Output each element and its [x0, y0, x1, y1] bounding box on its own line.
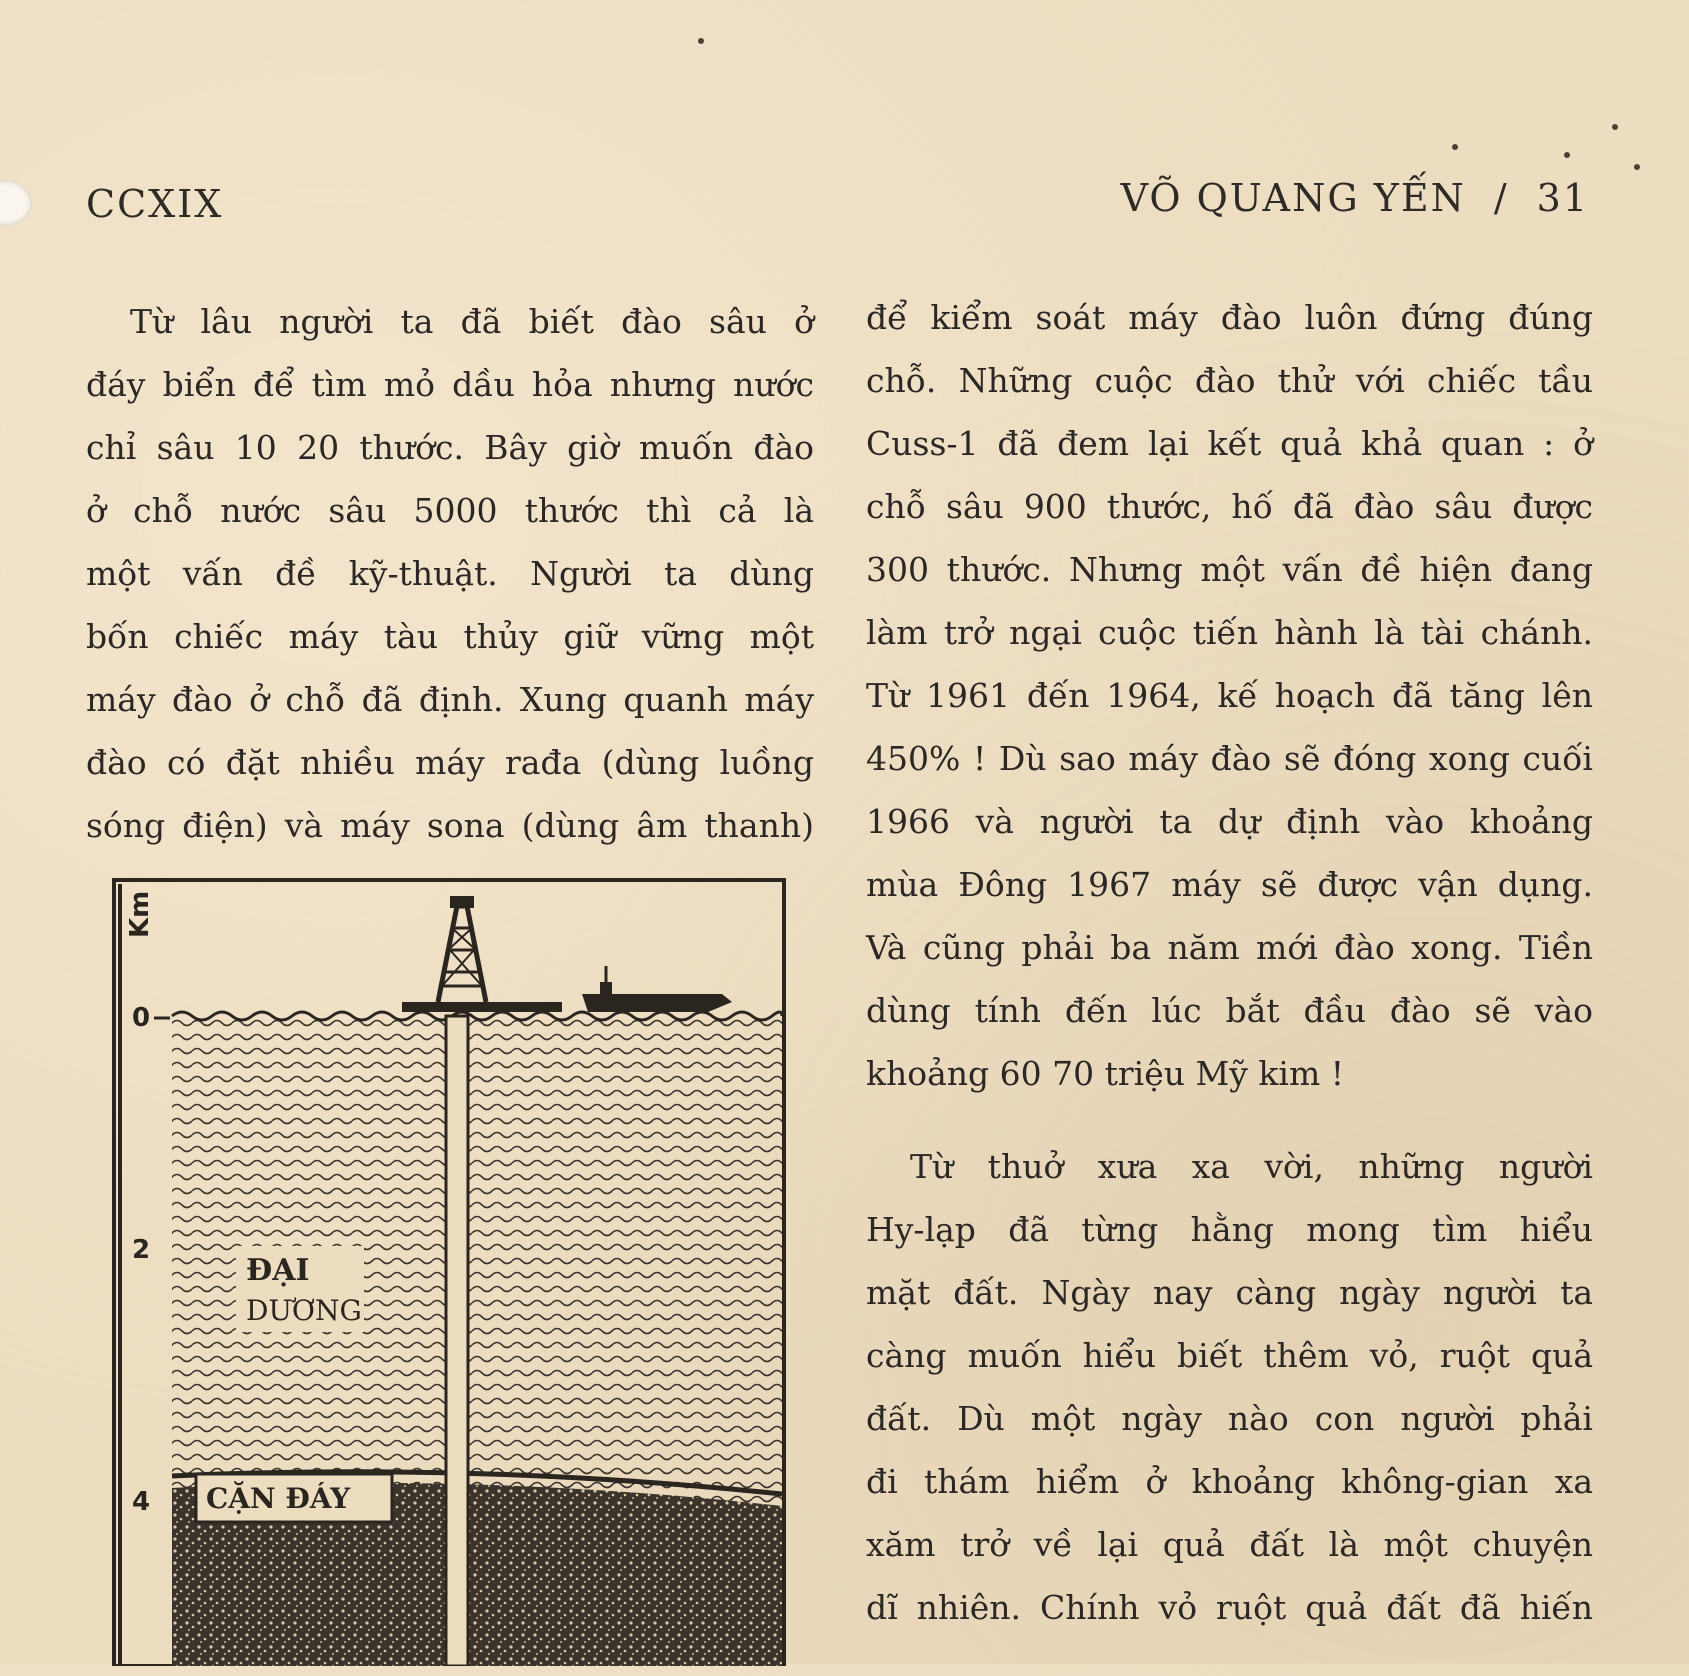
text-line: 1966 và người ta dự định vào khoảng	[866, 802, 1593, 841]
author-name: VÕ QUANG YẾN	[1120, 176, 1466, 220]
text-line: Từ thuở xưa xa vời, những người	[910, 1147, 1593, 1186]
text-line: chỗ. Những cuộc đào thử với chiếc tầu	[866, 361, 1593, 400]
running-header-right	[1121, 176, 1589, 220]
text-line: đào có đặt nhiều máy rađa (dùng luồng	[86, 743, 814, 782]
seabed-label	[196, 1474, 392, 1522]
text-line: xăm trở về lại quả đất là một chuyện	[866, 1525, 1593, 1564]
text-line: càng muốn hiểu biết thêm vỏ, ruột quả	[866, 1336, 1593, 1375]
text-line: đất. Dù một ngày nào con người phải	[866, 1399, 1593, 1438]
text-line: dùng tính đến lúc bắt đầu đào sẽ vào	[866, 991, 1593, 1030]
text-line: dĩ nhiên. Chính vỏ ruột quả đất đã hiến	[866, 1588, 1593, 1627]
speck	[1564, 152, 1570, 158]
depth-axis	[120, 884, 170, 1666]
ship-icon	[582, 966, 732, 1012]
running-header-left: CCXIX	[86, 182, 224, 226]
text-line: máy đào ở chỗ đã định. Xung quanh máy	[86, 680, 814, 719]
text-line: Và cũng phải ba năm mới đào xong. Tiền	[866, 928, 1593, 967]
speck	[698, 38, 704, 44]
drilling-diagram	[112, 876, 788, 1676]
text-line: mặt đất. Ngày nay càng ngày người ta	[866, 1273, 1593, 1312]
text-line: đáy biển để tìm mỏ dầu hỏa nhưng nước	[86, 365, 814, 404]
speck	[1634, 164, 1640, 170]
drilling-rig-icon	[402, 896, 562, 1012]
ocean-label-line1: ĐẠI	[246, 1253, 310, 1288]
tick-label: 2	[132, 1235, 151, 1265]
right-column	[866, 286, 1593, 1639]
text-line: chỗ sâu 900 thước, hố đã đào sâu được	[866, 487, 1593, 526]
text-line: mùa Đông 1967 máy sẽ được vận dụng.	[866, 865, 1593, 904]
text-line: chỉ sâu 10 20 thước. Bây giờ muốn đào	[86, 428, 814, 467]
text-line: bốn chiếc máy tàu thủy giữ vững một	[86, 617, 814, 656]
text-line: Hy-lạp đã từng hằng mong tìm hiểu	[866, 1210, 1593, 1249]
header-separator: /	[1493, 176, 1509, 220]
tick-label: 0	[132, 1003, 151, 1033]
speck	[1452, 144, 1458, 150]
paragraph-gap	[866, 1105, 1593, 1135]
left-column	[86, 290, 814, 857]
punch-hole	[0, 180, 32, 226]
text-line: khoảng 60 70 triệu Mỹ kim !	[866, 1054, 1345, 1093]
text-line: để kiểm soát máy đào luôn đứng đúng	[866, 298, 1593, 337]
ocean-label	[236, 1246, 364, 1332]
borehole	[446, 1016, 468, 1666]
text-line: làm trở ngại cuộc tiến hành là tài chánh.	[866, 613, 1593, 652]
text-line: sóng điện) và máy sona (dùng âm thanh)	[86, 806, 814, 845]
text-line: Từ 1961 đến 1964, kế hoạch đã tăng lên	[866, 676, 1593, 715]
text-line: Cuss-1 đã đem lại kết quả khả quan : ở	[866, 424, 1593, 463]
tick-label: 4	[132, 1487, 151, 1517]
speck	[1612, 124, 1618, 130]
ocean-label-line2: DƯƠNG	[246, 1294, 362, 1327]
seabed-label-text: CẶN ĐÁY	[206, 1482, 351, 1515]
text-line: ở chỗ nước sâu 5000 thước thì cả là	[86, 491, 814, 530]
text-line: 300 thước. Nhưng một vấn đề hiện đang	[866, 550, 1593, 589]
text-line: Từ lâu người ta đã biết đào sâu ở	[130, 302, 814, 341]
page-number: 31	[1536, 176, 1589, 220]
text-line: đi thám hiểm ở khoảng không-gian xa	[866, 1462, 1593, 1501]
axis-unit-label: Km	[125, 890, 155, 938]
text-line: 450% ! Dù sao máy đào sẽ đóng xong cuối	[866, 739, 1593, 778]
text-line: một vấn đề kỹ-thuật. Người ta dùng	[86, 554, 814, 593]
